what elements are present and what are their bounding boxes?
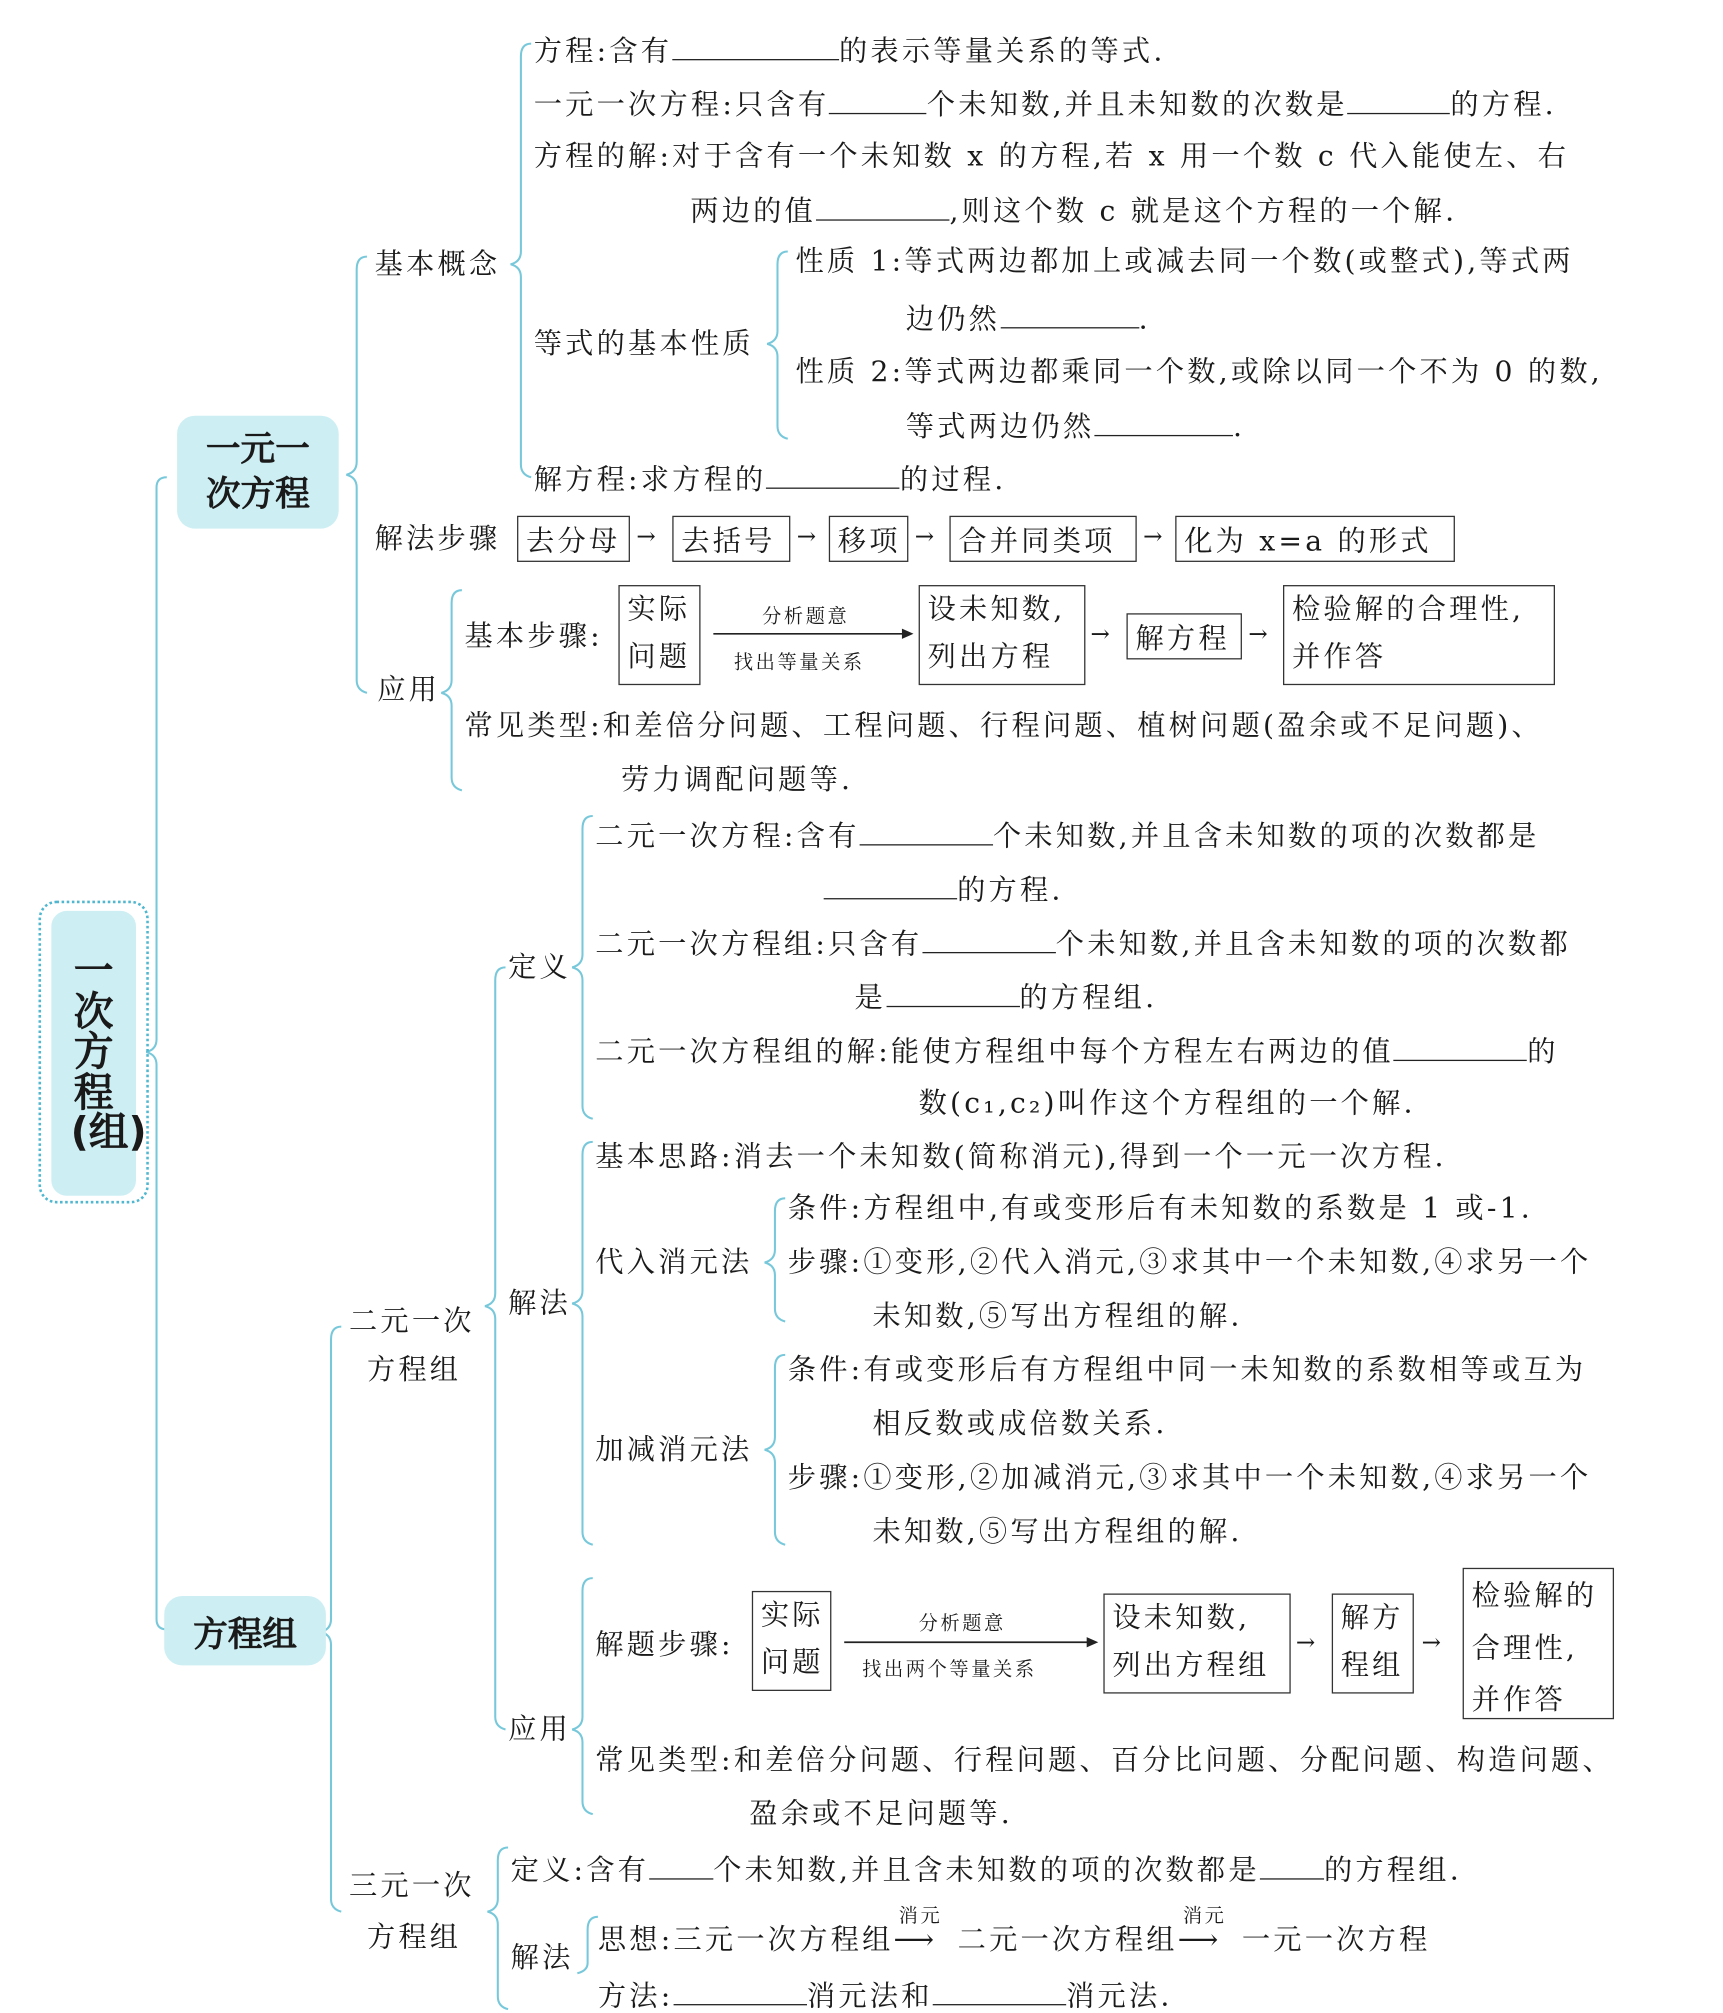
find-relation-text: 找出等量关系 [733, 650, 865, 674]
three-way-b: 消元法和 [806, 1980, 933, 2013]
arrow-icon: → [1421, 1629, 1441, 1657]
three-def [511, 1855, 1462, 1886]
setup-1: 设未知数, [927, 594, 1066, 627]
prop-1b-a: 边仍然 [905, 304, 1001, 337]
types2-2: 盈余或不足问题等. [749, 1798, 1013, 1831]
concept-label: 基本概念 [374, 248, 501, 281]
d1-b: 个未知数,并且含未知数的项的次数都是 [992, 821, 1540, 854]
def-solution-2b: ,则这个数 c 就是这个方程的一个解. [949, 196, 1458, 229]
addition-label: 加减消元法 [595, 1434, 753, 1467]
step-box-3: 移项 [829, 516, 909, 562]
basic-steps-label: 基本步骤: [464, 620, 603, 654]
d3-a: 二元一次方程组的解:能使方程组中每个方程左右两边的值 [595, 1036, 1394, 1069]
blank [1260, 1855, 1324, 1879]
check-2-3: 并作答 [1471, 1685, 1566, 1718]
three-way [598, 1981, 1173, 2012]
solve-2-2: 程组 [1340, 1650, 1404, 1683]
three-def-b: 个未知数,并且含未知数的项的次数都是 [713, 1855, 1260, 1888]
arrow-icon: → [796, 523, 817, 551]
def-solution-1: 方程的解:对于含有一个未知数 x 的方程,若 x 用一个数 c 代入能使左、右 [533, 141, 1570, 174]
elim-arrow-icon: 消元 ⟶ [893, 1903, 943, 1957]
check-2: 并作答 [1291, 642, 1387, 675]
step-box-2: 去括号 [672, 516, 790, 562]
def-solve-a: 解方程:求方程的 [533, 464, 767, 497]
method-label: 解法 [508, 1288, 571, 1321]
arrow-icon: → [636, 523, 656, 551]
three-def-a: 定义:含有 [510, 1855, 650, 1888]
d3b: 数(c₁,c₂)叫作这个方程组的一个解. [918, 1087, 1416, 1121]
d2-b: 个未知数,并且含未知数的项的次数都 [1055, 928, 1571, 961]
three-var-label-2: 方程组 [366, 1921, 462, 1955]
app-label: 应用 [377, 674, 441, 707]
solve-steps-label: 解题步骤: [595, 1629, 734, 1662]
def-solution-2a: 两边的值 [690, 196, 817, 229]
app2-label: 应用 [508, 1714, 571, 1747]
three-way-c: 消元法. [1066, 1980, 1173, 2013]
types-2: 劳力调配问题等. [620, 764, 854, 797]
def-linear-a: 一元一次方程:只含有 [533, 89, 830, 122]
d3-b: 的 [1527, 1036, 1559, 1069]
sub-cond: 条件:方程组中,有或变形后有未知数的系数是 1 或-1. [787, 1193, 1533, 1226]
step-box-5: 化为 x=a 的形式 [1175, 516, 1455, 562]
d1b-text: 的方程. [957, 875, 1064, 908]
def-label: 定义 [508, 951, 571, 985]
check-1: 检验解的合理性, [1291, 594, 1525, 627]
idea: 基本思路:消去一个未知数(简称消元),得到一个一元一次方程. [595, 1141, 1447, 1174]
arrow-icon: → [1295, 1629, 1316, 1657]
step-box-1: 去分母 [517, 516, 630, 562]
add-step-2: 未知数,⑤写出方程组的解. [872, 1516, 1243, 1549]
check-2-2: 合理性, [1471, 1632, 1579, 1665]
three-def-c: 的方程组. [1323, 1855, 1462, 1888]
setup-2-2: 列出方程组 [1112, 1650, 1270, 1683]
prop-2a: 性质 2:等式两边都乘同一个数,或除以同一个不为 0 的数, [795, 356, 1603, 389]
steps-label: 解法步骤 [374, 523, 501, 556]
sub-step-1: 步骤:①变形,②代入消元,③求其中一个未知数,④求另一个 [787, 1247, 1592, 1280]
find-relation-text-2: 找出两个等量关系 [862, 1657, 1037, 1681]
check-box-2 [1463, 1568, 1614, 1719]
real-problem-2-1: 实际 [760, 1599, 824, 1632]
solve-box-2 [1332, 1593, 1414, 1693]
arrow-icon: → [1143, 523, 1163, 551]
analyze-text-2: 分析题意 [918, 1611, 1006, 1635]
analyze-text: 分析题意 [762, 604, 850, 628]
prop-1b-b: . [1138, 304, 1151, 337]
prop-1a: 性质 1:等式两边都加上或减去同一个数(或整式),等式两 [795, 246, 1574, 279]
root-label: 一次方程(组) [70, 948, 147, 1157]
three-way-a: 方法: [597, 1980, 674, 2013]
branch-linear-equation-label: 一元一次方程 [205, 429, 310, 515]
check-2-1: 检验解的 [1471, 1580, 1598, 1613]
elim-text-1: 消元 [898, 1903, 943, 1928]
sub-step-2: 未知数,⑤写出方程组的解. [872, 1300, 1243, 1334]
three-idea-c: 一元一次方程 [1241, 1924, 1431, 1957]
def-linear-c: 的方程. [1450, 89, 1557, 122]
elim-text-2: 消元 [1182, 1903, 1227, 1928]
step-box-4: 合并同类项 [949, 516, 1136, 562]
branch-system-label: 方程组 [193, 1614, 298, 1655]
two-var-label-1: 二元一次 [348, 1306, 475, 1339]
def-equation-a: 方程:含有 [533, 35, 673, 68]
real-problem-1: 实际 [627, 594, 691, 627]
two-var-label-2: 方程组 [366, 1354, 462, 1387]
def-solve-b: 的过程. [899, 464, 1007, 497]
d2-a: 二元一次方程组:只含有 [595, 928, 923, 961]
add-cond-2: 相反数或成倍数关系. [872, 1408, 1168, 1441]
elim-arrow-icon: 消元 ⟶ [1177, 1903, 1227, 1957]
arrow-icon: → [914, 523, 935, 551]
real-problem-2: 问题 [627, 642, 691, 675]
types-1: 常见类型:和差倍分问题、工程问题、行程问题、植树问题(盈余或不足问题)、 [464, 710, 1543, 743]
prop-2b-a: 等式两边仍然 [905, 411, 1095, 444]
def-linear-b: 个未知数,并且未知数的次数是 [926, 89, 1348, 122]
arrow-icon: → [1248, 620, 1268, 648]
solve-2-1: 解方 [1340, 1602, 1404, 1635]
types2-1: 常见类型:和差倍分问题、行程问题、百分比问题、分配问题、构造问题、 [595, 1744, 1614, 1777]
d1-a: 二元一次方程:含有 [595, 821, 860, 854]
setup-2: 列出方程 [927, 642, 1054, 675]
blank [673, 1981, 806, 2005]
add-step-1: 步骤:①变形,②加减消元,③求其中一个未知数,④求另一个 [787, 1462, 1592, 1495]
prop-2b-b: . [1232, 411, 1246, 444]
add-cond-1: 条件:有或变形后有方程组中同一未知数的系数相等或互为 [787, 1354, 1587, 1387]
solve-box: 解方程 [1126, 613, 1241, 659]
blank [933, 1981, 1066, 2005]
def-equation-b: 的表示等量关系的等式. [838, 35, 1166, 68]
three-method-label: 解法 [510, 1942, 574, 1975]
three-idea-b: 二元一次方程组 [957, 1924, 1178, 1957]
real-problem-2-2: 问题 [760, 1647, 824, 1680]
prop-group-label: 等式的基本性质 [533, 328, 754, 361]
blank [649, 1855, 713, 1879]
three-idea-a: 思想:三元一次方程组 [597, 1924, 894, 1957]
substitution-label: 代入消元法 [595, 1247, 753, 1280]
d2b-b: 的方程组. [1019, 982, 1158, 1015]
setup-box-2 [1103, 1593, 1290, 1693]
three-idea [597, 1903, 1431, 1957]
three-var-label-1: 三元一次 [348, 1870, 475, 1903]
arrow-icon: → [1090, 620, 1110, 648]
d2b-a: 是 [854, 982, 886, 1015]
setup-2-1: 设未知数, [1112, 1602, 1251, 1635]
